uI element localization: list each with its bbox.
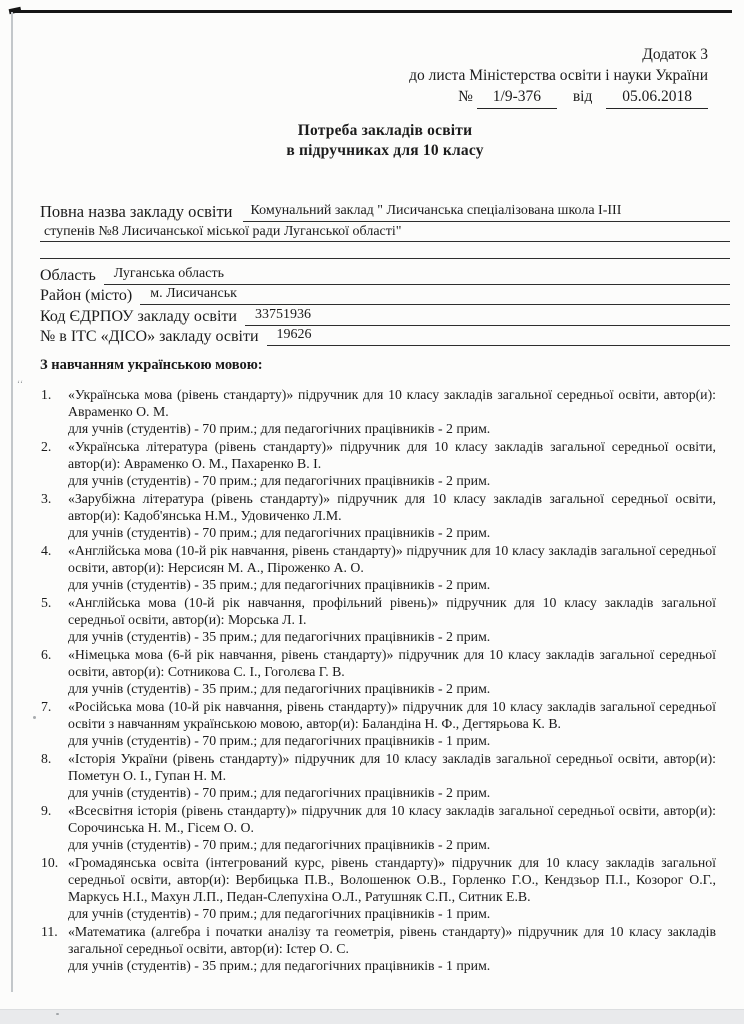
list-item-description: «Англійська мова (10-й рік навчання, профільний рівень)» підручник для 10 класу закладів загальної середньої освіти, автор(и): Морська Л. І. xyxy=(68,595,716,627)
list-item-text xyxy=(68,698,716,749)
list-item-text xyxy=(68,386,716,437)
list-item-text xyxy=(68,646,716,697)
list-item-copy-counts: для учнів (студентів) - 35 прим.; для педагогічних працівників - 2 прим. xyxy=(68,681,491,696)
list-item xyxy=(40,386,716,437)
list-item-description: «Історія України (рівень стандарту)» підручник для 10 класу закладів загальної середньої освіти, автор(и): Пометун О. І., Гупан Н. М. xyxy=(68,751,716,783)
field-label: № в ІТС «ДІСО» закладу освіти xyxy=(40,328,259,345)
school-name-block xyxy=(40,201,730,259)
school-name-row-1 xyxy=(40,201,730,222)
letter-reference-line: до листа Міністерства освіти і науки України xyxy=(409,67,708,84)
list-item-description: «Російська мова (10-й рік навчання, рівень стандарту)» підручник для 10 класу закладів загальної середньої освіти з навчанням українською мовою, автор(и): Баландіна Н. Ф., Дегтярьова К. В. xyxy=(68,699,716,731)
document-content xyxy=(40,0,730,975)
list-item-text xyxy=(68,542,716,593)
scan-speck: ʻʻ xyxy=(17,379,23,389)
list-item-text xyxy=(68,594,716,645)
list-item-text xyxy=(68,923,716,974)
list-item xyxy=(40,646,716,697)
list-item-description: «Українська мова (рівень стандарту)» підручник для 10 класу закладів загальної середньої освіти, автор(и): Авраменко О. М. xyxy=(68,387,716,419)
list-item-copy-counts: для учнів (студентів) - 35 прим.; для педагогічних працівників - 2 прим. xyxy=(68,577,491,592)
list-item-text xyxy=(68,802,716,853)
list-item-copy-counts: для учнів (студентів) - 70 прим.; для педагогічних працівників - 2 прим. xyxy=(68,785,491,800)
field-label: Район (місто) xyxy=(40,287,133,304)
list-item-number: 2. xyxy=(41,439,52,454)
list-item xyxy=(40,594,716,645)
list-item-description: «Зарубіжна література (рівень стандарту)» підручник для 10 класу закладів загальної середньої освіти, автор(и): Кадоб'янська Н.М., Удовиченко Л.М. xyxy=(68,491,716,523)
school-name-empty-line xyxy=(40,242,730,259)
title-line-2: в підручниках для 10 класу xyxy=(286,142,484,159)
list-item-text xyxy=(68,490,716,541)
form-field-row xyxy=(40,326,730,347)
list-item-copy-counts: для учнів (студентів) - 70 прим.; для педагогічних працівників - 2 прим. xyxy=(68,473,491,488)
list-item-copy-counts: для учнів (студентів) - 70 прим.; для педагогічних працівників - 2 прим. xyxy=(68,421,491,436)
textbook-list xyxy=(40,386,730,974)
list-item xyxy=(40,802,716,853)
list-item-description: «Всесвітня історія (рівень стандарту)» підручник для 10 класу закладів загальної середньої освіти, автор(и): Сорочинська Н. М., Гісем О. О. xyxy=(68,803,716,835)
list-item xyxy=(40,542,716,593)
section-heading: З навчанням українською мовою: xyxy=(40,357,263,373)
list-item-copy-counts: для учнів (студентів) - 35 прим.; для педагогічних працівників - 2 прим. xyxy=(68,629,491,644)
list-item-description: «Українська література (рівень стандарту)» підручник для 10 класу закладів загальної середньої освіти, автор(и): Авраменко О. М., Пахаренко В. І. xyxy=(68,439,716,471)
list-item-number: 4. xyxy=(41,543,52,558)
school-name-value-line2: ступенів №8 Лисичанської міської ради Луганської області" xyxy=(40,222,730,242)
field-value: 19626 xyxy=(267,326,730,346)
list-item-copy-counts: для учнів (студентів) - 70 прим.; для педагогічних працівників - 2 прим. xyxy=(68,525,491,540)
list-item-number: 7. xyxy=(41,699,52,714)
list-item-number: 3. xyxy=(41,491,52,506)
list-item xyxy=(40,750,716,801)
field-value: Луганська область xyxy=(104,265,730,285)
list-item xyxy=(40,698,716,749)
form-fields xyxy=(40,264,730,346)
list-item-description: «Математика (алгебра і початки аналізу та геометрія, рівень стандарту)» підручник для 10 класу закладів загальної середньої освіти, автор(и): Істер О. С. xyxy=(68,924,716,956)
document-header xyxy=(40,44,730,109)
list-item-copy-counts: для учнів (студентів) - 35 прим.; для педагогічних працівників - 1 прим. xyxy=(68,958,491,973)
title-line-1: Потреба закладів освіти xyxy=(297,122,473,139)
list-item xyxy=(40,490,716,541)
form-field-row xyxy=(40,264,730,285)
list-item-number: 10. xyxy=(41,855,59,870)
field-value: 33751936 xyxy=(245,306,730,326)
list-item-text xyxy=(68,750,716,801)
list-item-number: 6. xyxy=(41,647,52,662)
form-field-row xyxy=(40,305,730,326)
doc-date-value: 05.06.2018 xyxy=(606,86,708,109)
list-item-number: 11. xyxy=(41,924,58,939)
scan-left-border-line xyxy=(11,12,13,992)
list-item-text xyxy=(68,854,716,922)
field-label: Область xyxy=(40,266,96,284)
scan-speck xyxy=(33,716,36,719)
list-item-number: 1. xyxy=(41,387,52,402)
form-field-row xyxy=(40,285,730,306)
list-item-copy-counts: для учнів (студентів) - 70 прим.; для педагогічних працівників - 2 прим. xyxy=(68,837,491,852)
scan-bottom-edge xyxy=(0,1009,744,1024)
list-item-description: «Німецька мова (6-й рік навчання, рівень стандарту)» підручник для 10 класу закладів загальної середньої освіти, автор(и): Сотникова С. І., Гоголєва Г. В. xyxy=(68,647,716,679)
document-title xyxy=(40,121,730,161)
list-item-description: «Громадянська освіта (інтегрований курс, рівень стандарту)» підручник для 10 класу закладів загальної середньої освіти, автор(и): Вербицька П.В., Волошенюк О.В., Горленко Г.О., Кендзьор П.І., Козорог О.Г., Маркусь Н.І., Махун Л.П., Педан-Слепухіна О.Л., Ратушняк С.П., Ситник Е.В. xyxy=(68,855,716,904)
list-item-copy-counts: для учнів (студентів) - 70 прим.; для педагогічних працівників - 1 прим. xyxy=(68,906,491,921)
list-item-description: «Англійська мова (10-й рік навчання, рівень стандарту)» підручник для 10 класу закладів загальної середньої освіти, автор(и): Нерсисян М. А., Піроженко А. О. xyxy=(68,543,716,575)
list-item-number: 8. xyxy=(41,751,52,766)
doc-date-label: від xyxy=(572,88,593,105)
school-name-label: Повна назва закладу освіти xyxy=(40,202,233,221)
list-item xyxy=(40,923,716,974)
appendix-label: Додаток 3 xyxy=(642,46,708,63)
doc-number-label: № xyxy=(458,88,473,105)
number-date-line xyxy=(40,86,708,109)
scan-speck xyxy=(56,1013,59,1015)
list-item-copy-counts: для учнів (студентів) - 70 прим.; для педагогічних працівників - 1 прим. xyxy=(68,733,491,748)
list-item xyxy=(40,854,716,922)
doc-number-value: 1/9-376 xyxy=(477,86,557,109)
list-item xyxy=(40,438,716,489)
field-value: м. Лисичанськ xyxy=(140,285,730,305)
list-item-number: 9. xyxy=(41,803,52,818)
school-name-value-line1: Комунальний заклад " Лисичанська спеціалізована школа І-ІІІ xyxy=(243,202,730,222)
list-item-number: 5. xyxy=(41,595,52,610)
field-label: Код ЄДРПОУ закладу освіти xyxy=(40,307,237,325)
list-item-text xyxy=(68,438,716,489)
